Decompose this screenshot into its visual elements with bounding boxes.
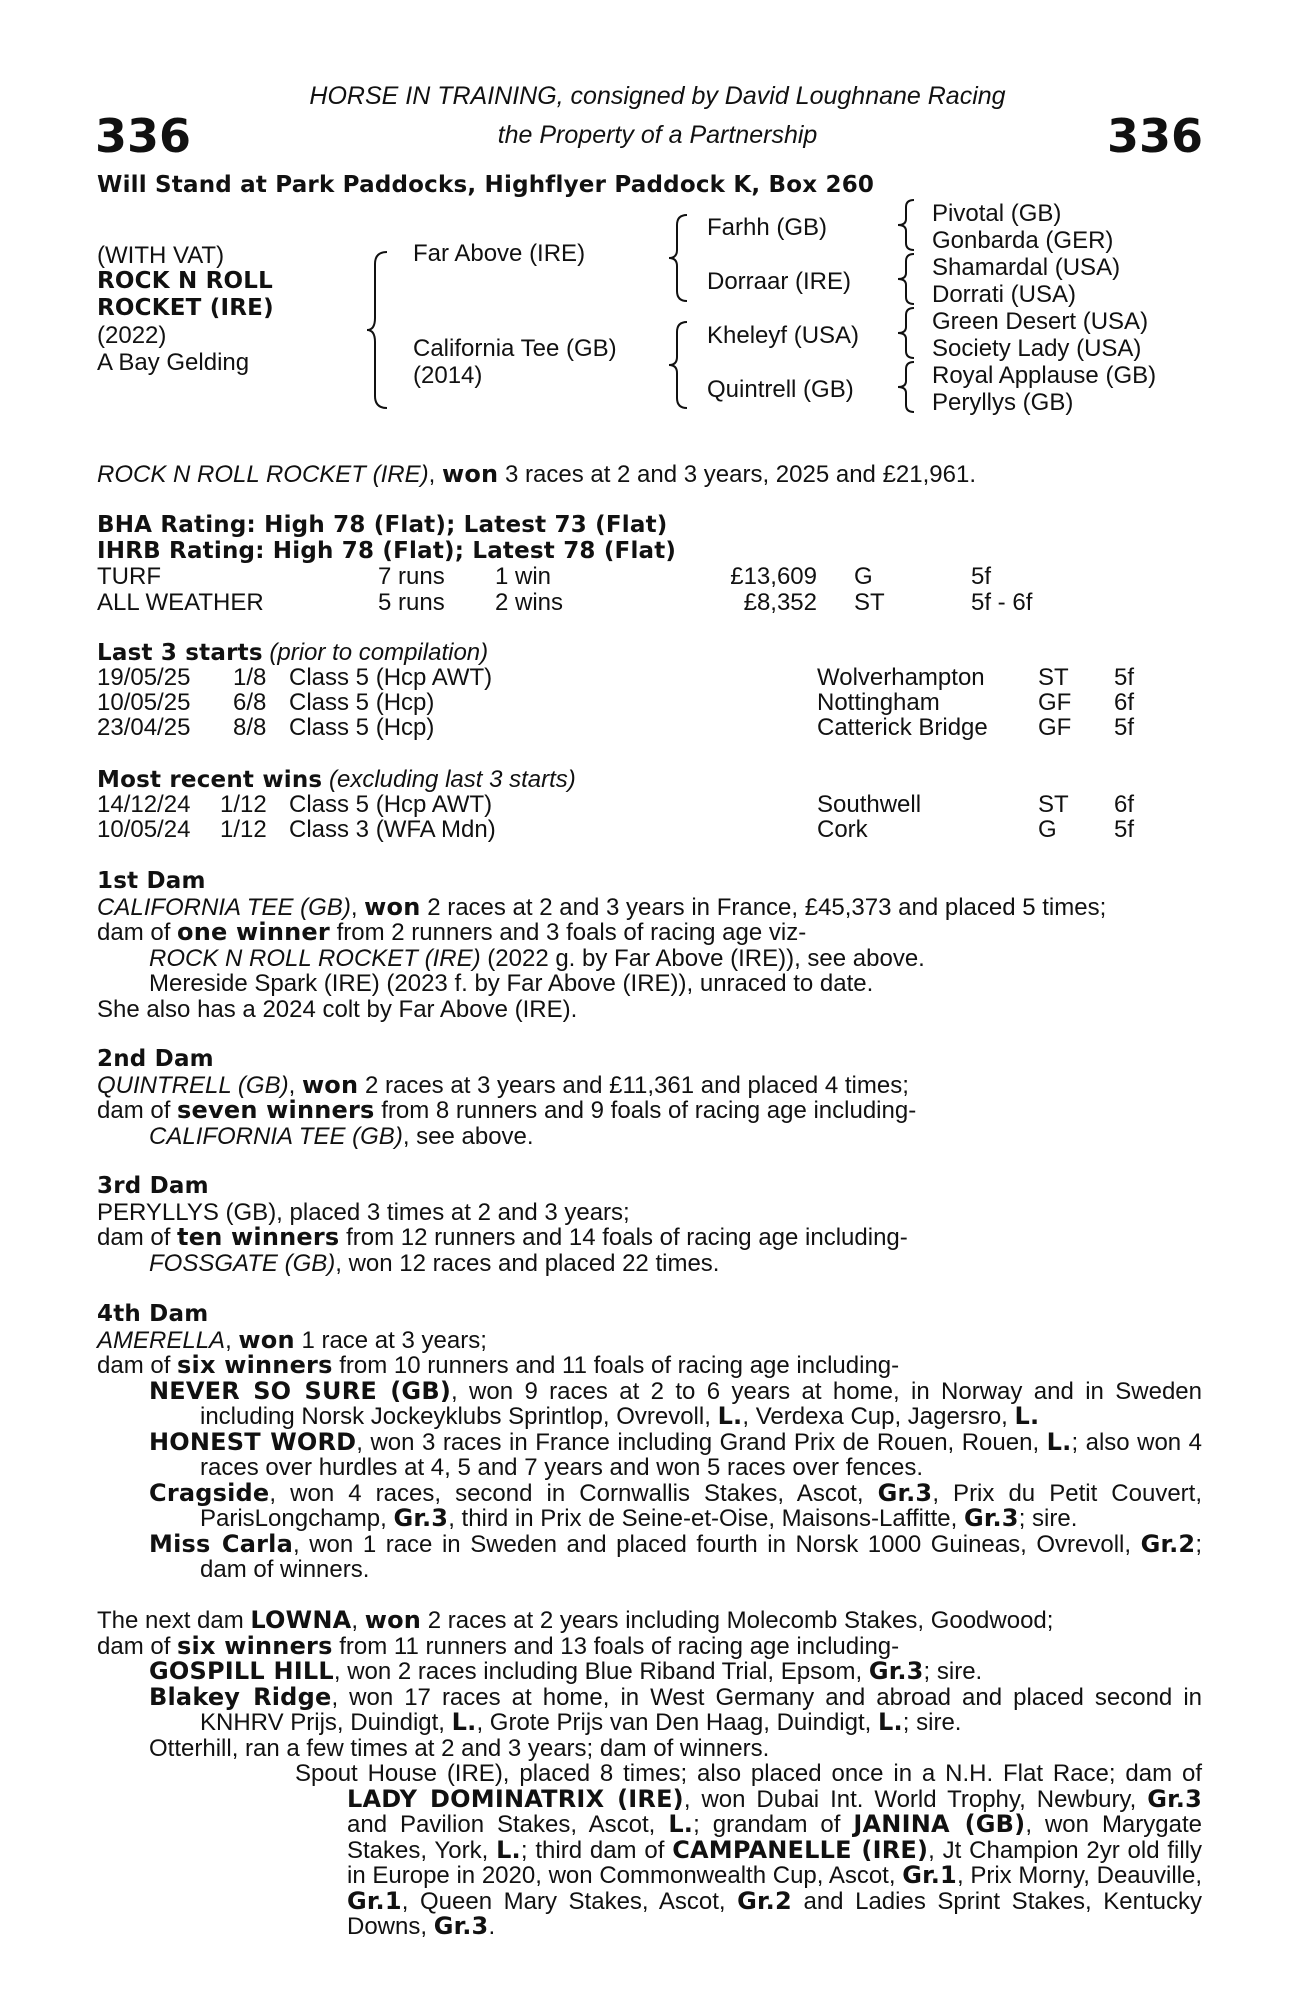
- pedigree-ssd: Gonbarda (GER): [932, 227, 1114, 254]
- third-dam-heading: 3rd Dam: [97, 1173, 209, 1199]
- pedigree-dsd: Society Lady (USA): [932, 335, 1142, 362]
- lot-number-right: 336: [1106, 109, 1203, 163]
- course: Catterick Bridge: [817, 714, 988, 741]
- last3-note: (prior to compilation): [269, 639, 489, 666]
- pedigree-brace-ds: [896, 306, 920, 360]
- summary-rest: 3 races at 2 and 3 years, 2025 and £21,961.: [504, 461, 976, 488]
- pedigree-sire-sire: Farhh (GB): [707, 214, 828, 241]
- going: G: [854, 563, 873, 590]
- pedigree-sire-dam: Dorraar (IRE): [707, 268, 852, 295]
- winners-count: ten winners: [177, 1223, 340, 1251]
- horse-description: A Bay Gelding: [97, 349, 250, 376]
- dam-of-label: dam of: [97, 1224, 171, 1251]
- dam-of-label: dam of: [97, 1632, 171, 1660]
- going: G: [1038, 816, 1057, 843]
- progeny-line: Mereside Spark (IRE) (2023 f. by Far Above (IRE)), unraced to date.: [149, 970, 874, 997]
- progeny-note: She also has a 2024 colt by Far Above (IRE).: [97, 995, 578, 1023]
- progeny-entry: Cragside, won 4 races, second in Cornwallis Stakes, Ascot, Gr.3, Prix du Petit Couvert, ParisLongchamp, Gr.3, third in Prix de Seine-et-Oise, Maisons-Laffitte, Gr.3; sire.: [149, 1478, 1203, 1532]
- progeny-name: Blakey Ridge: [149, 1682, 332, 1711]
- next-dam-section: The next dam LOWNA, won 2 races at 2 years including Molecomb Stakes, Goodwood; dam of six winners from 11 runners and 13 foals of racing age including- GOSPILL HILL, won 2 races including Blue Riband Trial, Epsom, Gr.3; sire. Blakey Ridge, won 17 races at home, in West Germany and abroad and placed second in KNHRV Prijs, Duindigt, L., Grote Prijs van Den Haag, Duindigt, L.; sire. Otterhill, ran a few times at 2 and 3 years; dam of winners. Spout House (IRE), placed 8 times; also placed once in a N.H. Flat Race; dam of LADY DOMINATRIX (IRE), won Dubai Int. World Trophy, Newbury, Gr.3 and Pavilion Stakes, Ascot, L.; grandam of JANINA (GB), won Marygate Stakes, York, L.; third dam of CAMPANELLE (IRE), Jt Champion 2yr old filly in Europe in 2020, won Commonwealth Cup, Ascot, Gr.1, Prix Morny, Deauville, Gr.1, Queen Mary Stakes, Ascot, Gr.2 and Ladies Sprint Stakes, Kentucky Downs, Gr.3.: [97, 1606, 1203, 1940]
- progeny-entry: NEVER SO SURE (GB), won 9 races at 2 to 6 years at home, in Norway and in Sweden including Norsk Jockeyklubs Sprintlop, Ovrevoll, L., Verdexa Cup, Jagersro, L.: [149, 1376, 1202, 1430]
- pedigree-brace-sd: [896, 252, 920, 306]
- pedigree-dam: California Tee (GB): [413, 335, 617, 362]
- pedigree-brace-main: [365, 250, 395, 410]
- distance: 6f: [1114, 689, 1135, 716]
- pedigree-sds: Shamardal (USA): [932, 254, 1121, 281]
- third-dam-record: PERYLLYS (GB), placed 3 times at 2 and 3 years;: [97, 1198, 630, 1226]
- first-dam-name: CALIFORNIA TEE (GB): [97, 893, 351, 921]
- fourth-dam-heading: 4th Dam: [97, 1301, 209, 1327]
- date: 10/05/25: [97, 689, 191, 716]
- second-dam-name: QUINTRELL (GB): [97, 1071, 289, 1099]
- second-dam-record: 2 races at 3 years and £11,361 and placed 4 times;: [364, 1071, 909, 1099]
- position: 1/12: [220, 791, 267, 818]
- recent-note: (excluding last 3 starts): [329, 766, 576, 793]
- pedigree-brace-dd: [896, 360, 920, 414]
- bha-rating: BHA Rating: High 78 (Flat); Latest 73 (Flat): [97, 512, 668, 538]
- wins: 2 wins: [495, 589, 564, 616]
- first-dam-record: 2 races at 2 and 3 years in France, £45,373 and placed 5 times;: [427, 893, 1107, 921]
- last3-title: Last 3 starts: [97, 640, 263, 666]
- progeny-name: ROCK N ROLL ROCKET (IRE): [149, 944, 481, 972]
- first-dam-heading: 1st Dam: [97, 868, 206, 894]
- pedigree-brace-dam: [667, 320, 693, 410]
- fourth-dam-record: 1 race at 3 years;: [301, 1326, 487, 1354]
- position: 8/8: [233, 714, 267, 741]
- horse-name-line2: ROCKET (IRE): [97, 295, 274, 321]
- pedigree-sire: Far Above (IRE): [413, 240, 586, 267]
- consignment-title: HORSE IN TRAINING, consigned by David Loughnane Racing: [309, 82, 1006, 110]
- progeny-name: NEVER SO SURE (GB): [149, 1376, 451, 1405]
- progeny-entry: Blakey Ridge, won 17 races at home, in West Germany and abroad and placed second in KNHRV Prijs, Duindigt, L., Grote Prijs van Den Haag, Duindigt, L.; sire.: [149, 1682, 1202, 1736]
- lot-number-left: 336: [95, 109, 192, 163]
- pedigree-dam-sire: Kheleyf (USA): [707, 322, 860, 349]
- winners-count: one winner: [177, 918, 330, 946]
- progeny-name: FOSSGATE (GB): [149, 1249, 336, 1277]
- summary-won: won: [441, 460, 499, 488]
- foals-info: from 10 runners and 11 foals of racing age including-: [339, 1352, 900, 1379]
- next-dam-record: 2 races at 2 years including Molecomb Stakes, Goodwood;: [427, 1607, 1054, 1634]
- progeny-name: CALIFORNIA TEE (GB): [149, 1122, 403, 1150]
- last3-heading: [97, 640, 488, 667]
- next-dam-label: The next dam: [97, 1607, 244, 1634]
- class: Class 5 (Hcp AWT): [289, 664, 493, 691]
- class: Class 5 (Hcp): [289, 714, 435, 741]
- class: Class 3 (WFA Mdn): [289, 816, 496, 843]
- prize: £8,352: [743, 589, 817, 616]
- progeny-name: HONEST WORD: [149, 1427, 357, 1456]
- progeny-info: (2022 g. by Far Above (IRE)), see above.: [487, 944, 925, 972]
- progeny-name: Cragside: [149, 1478, 270, 1507]
- pedigree-sss: Pivotal (GB): [932, 200, 1062, 227]
- race-summary: ROCK N ROLL ROCKET (IRE), won 3 races at 2 and 3 years, 2025 and £21,961.: [97, 460, 976, 488]
- going: GF: [1038, 689, 1072, 716]
- going: ST: [1038, 791, 1069, 818]
- course: Nottingham: [817, 689, 940, 716]
- summary-horse-name: ROCK N ROLL ROCKET (IRE): [97, 461, 429, 488]
- wins: 1 win: [495, 563, 552, 590]
- won-label: won: [364, 1606, 422, 1634]
- horse-year: (2022): [97, 322, 167, 349]
- pedigree-ddd: Peryllys (GB): [932, 389, 1074, 416]
- position: 1/12: [220, 816, 267, 843]
- position: 6/8: [233, 689, 267, 716]
- progeny-entry: Miss Carla, won 1 race in Sweden and placed fourth in Norsk 1000 Guineas, Ovrevoll, Gr.2; dam of winners.: [149, 1529, 1202, 1583]
- first-dam-section: 1st Dam CALIFORNIA TEE (GB), won 2 races at 2 and 3 years in France, £45,373 and placed 5 times; dam of one winner from 2 runners and 3 foals of racing age viz- ROCK N ROLL ROCKET (IRE) (2022 g. by Far Above (IRE)), see above. Mereside Spark (IRE) (2023 f. by Far Above (IRE)), unraced to date. She also has a 2024 colt by Far Above (IRE).: [97, 869, 1202, 1022]
- date: 10/05/24: [97, 816, 191, 843]
- course: Wolverhampton: [817, 664, 985, 691]
- foals-info: from 12 runners and 14 foals of racing age including-: [346, 1224, 908, 1251]
- progeny-entry: Otterhill, ran a few times at 2 and 3 years; dam of winners.: [149, 1734, 770, 1762]
- foals-info: from 11 runners and 13 foals of racing age including-: [339, 1632, 900, 1660]
- course: Southwell: [817, 791, 922, 818]
- distance: 5f: [971, 563, 992, 590]
- won-label: won: [364, 892, 421, 921]
- won-label: won: [301, 1070, 359, 1099]
- third-dam-section: [97, 1174, 1202, 1276]
- won-label: won: [238, 1325, 295, 1354]
- progeny-name: Miss Carla: [149, 1529, 293, 1558]
- distance: 5f: [1114, 816, 1135, 843]
- distance: 5f - 6f: [971, 589, 1033, 616]
- next-dam-name: LOWNA: [250, 1606, 352, 1634]
- class: Class 5 (Hcp): [289, 689, 435, 716]
- fourth-dam-name: AMERELLA: [97, 1326, 226, 1354]
- recent-heading: [97, 767, 576, 794]
- distance: 5f: [1114, 664, 1135, 691]
- distance: 5f: [1114, 714, 1135, 741]
- runs: 5 runs: [378, 589, 445, 616]
- property-subtitle: the Property of a Partnership: [497, 121, 818, 149]
- horse-name-line1: ROCK N ROLL: [97, 268, 274, 294]
- winners-count: seven winners: [177, 1096, 375, 1124]
- distance: 6f: [1114, 791, 1135, 818]
- date: 14/12/24: [97, 791, 191, 818]
- pedigree-dss: Green Desert (USA): [932, 308, 1149, 335]
- dam-of-label: dam of: [97, 919, 171, 946]
- progeny-name: GOSPILL HILL: [149, 1657, 334, 1685]
- foals-info: from 8 runners and 9 foals of racing age including-: [381, 1097, 917, 1124]
- progeny-entry: HONEST WORD, won 3 races in France including Grand Prix de Rouen, Rouen, L.; also won 4 races over hurdles at 4, 5 and 7 years and won 5 races over fences.: [149, 1427, 1202, 1481]
- vat-note: (WITH VAT): [97, 242, 225, 269]
- foals-info: from 2 runners and 3 foals of racing age viz-: [336, 919, 807, 946]
- surface: ALL WEATHER: [97, 589, 264, 616]
- pedigree-dam-year: (2014): [413, 362, 483, 389]
- fourth-dam-section: 4th Dam AMERELLA, won 1 race at 3 years; dam of six winners from 10 runners and 11 foals of racing age including- NEVER SO SURE (GB), won 9 races at 2 to 6 years at home, in Norway and in Sweden including Norsk Jockeyklubs Sprintlop, Ovrevoll, L., Verdexa Cup, Jagersro, L. HONEST WORD, won 3 races in France including Grand Prix de Rouen, Rouen, L.; also won 4 races over hurdles at 4, 5 and 7 years and won 5 races over fences. Cragside, won 4 races, second in Cornwallis Stakes, Ascot, Gr.3, Prix du Petit Couvert, ParisLongchamp, Gr.3, third in Prix de Seine-et-Oise, Maisons-Laffitte, Gr.3; sire. Miss Carla, won 1 race in Sweden and placed fourth in Norsk 1000 Guineas, Ovrevoll, Gr.2; dam of winners.: [97, 1301, 1203, 1583]
- prize: £13,609: [730, 563, 817, 590]
- pedigree-brace-ss: [896, 198, 920, 252]
- pedigree-dds: Royal Applause (GB): [932, 362, 1157, 389]
- recent-title: Most recent wins: [97, 767, 323, 793]
- progeny-info: , won 12 races and placed 22 times.: [335, 1249, 720, 1277]
- surface: TURF: [97, 563, 161, 590]
- going: ST: [1038, 664, 1069, 691]
- progeny-entry: GOSPILL HILL, won 2 races including Blue Riband Trial, Epsom, Gr.3; sire.: [149, 1657, 983, 1685]
- second-dam-heading: 2nd Dam: [97, 1046, 214, 1072]
- second-dam-section: 2nd Dam QUINTRELL (GB), won 2 races at 3 years and £11,361 and placed 4 times; dam of seven winners from 8 runners and 9 foals of racing age including- CALIFORNIA TEE (GB), see above.: [97, 1047, 1202, 1149]
- progeny-entry: Spout House (IRE), placed 8 times; also placed once in a N.H. Flat Race; dam of LADY DOMINATRIX (IRE), won Dubai Int. World Trophy, Newbury, Gr.3 and Pavilion Stakes, Ascot, L.; grandam of JANINA (GB), won Marygate Stakes, York, L.; third dam of CAMPANELLE (IRE), Jt Champion 2yr old filly in Europe in 2020, won Commonwealth Cup, Ascot, Gr.1, Prix Morny, Deauville, Gr.1, Queen Mary Stakes, Ascot, Gr.2 and Ladies Sprint Stakes, Kentucky Downs, Gr.3.: [295, 1760, 1203, 1940]
- winners-count: six winners: [177, 1351, 333, 1379]
- class: Class 5 (Hcp AWT): [289, 791, 493, 818]
- going: ST: [854, 589, 885, 616]
- course: Cork: [817, 816, 868, 843]
- going: GF: [1038, 714, 1072, 741]
- winners-count: six winners: [177, 1631, 333, 1660]
- pedigree-sdd: Dorrati (USA): [932, 281, 1077, 308]
- date: 23/04/25: [97, 714, 191, 741]
- dam-of-label: dam of: [97, 1097, 171, 1124]
- pedigree-brace-sire: [667, 213, 693, 303]
- date: 19/05/25: [97, 664, 191, 691]
- pedigree-dam-dam: Quintrell (GB): [707, 376, 854, 403]
- stand-location: Will Stand at Park Paddocks, Highflyer Paddock K, Box 260: [97, 172, 875, 198]
- position: 1/8: [233, 664, 267, 691]
- progeny-info: , see above.: [402, 1122, 534, 1150]
- dam-of-label: dam of: [97, 1352, 171, 1379]
- ihrb-rating: IHRB Rating: High 78 (Flat); Latest 78 (Flat): [97, 538, 677, 564]
- runs: 7 runs: [378, 563, 445, 590]
